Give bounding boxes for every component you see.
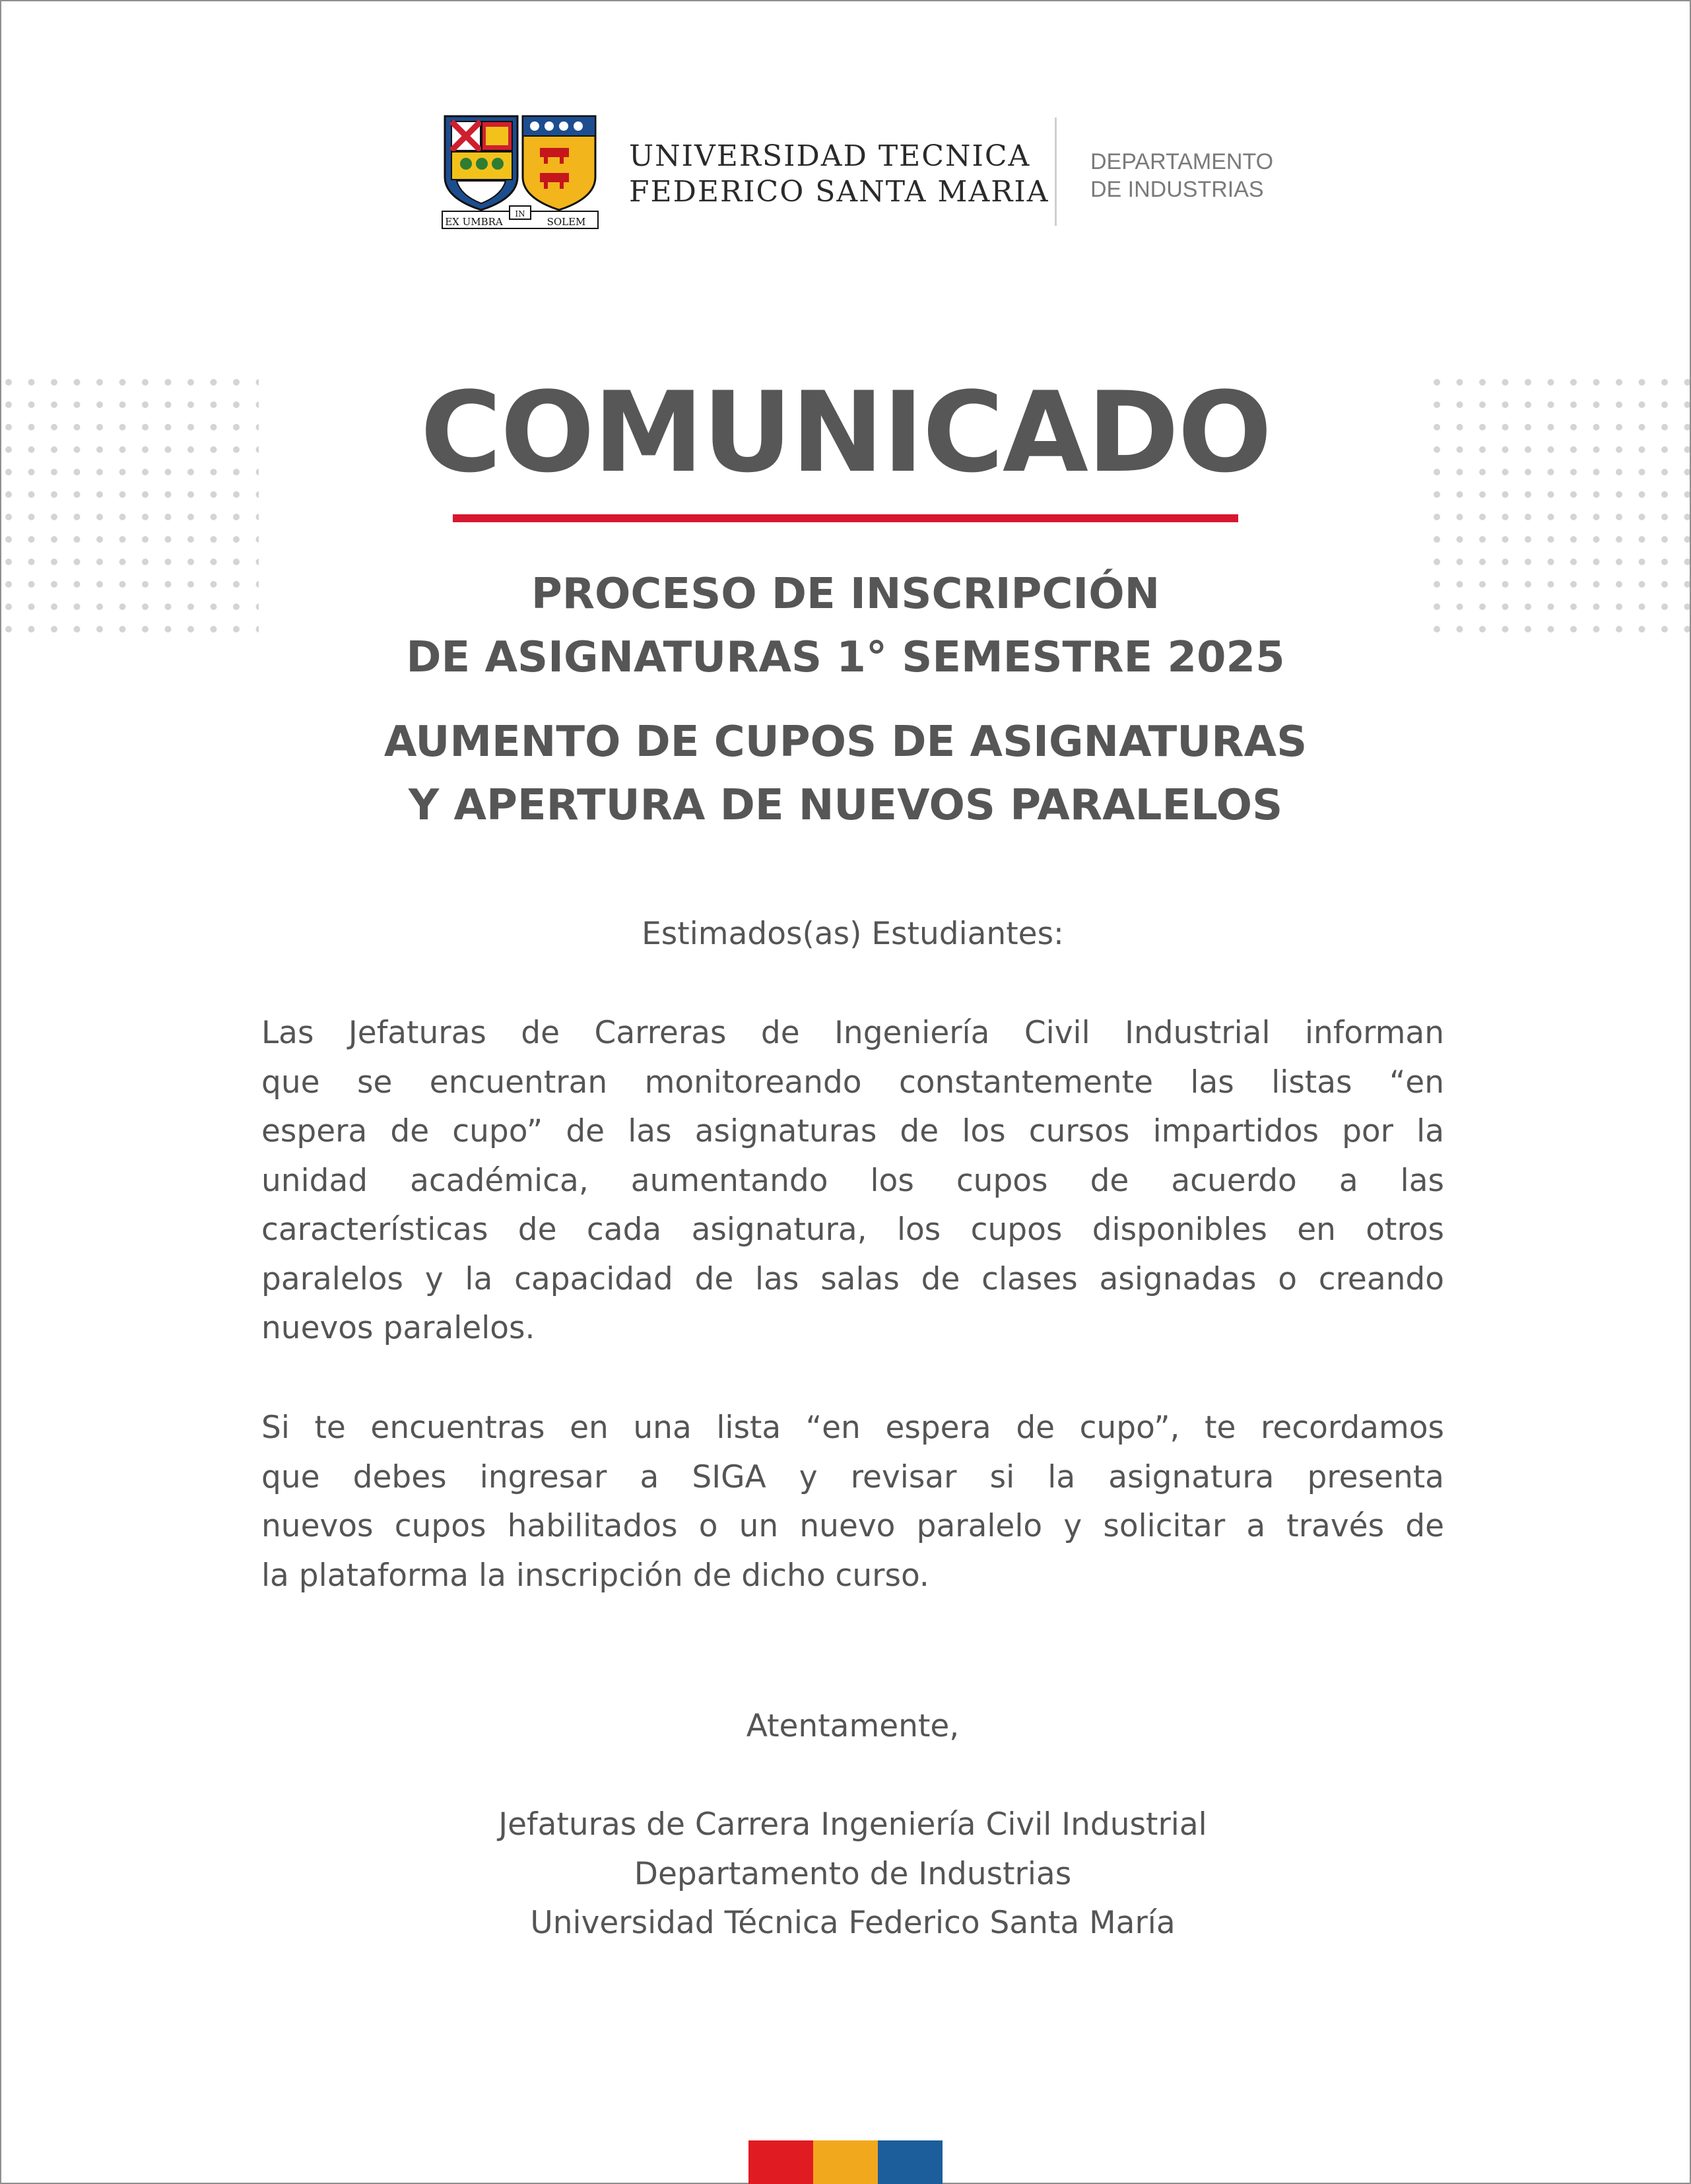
department-name-line-1: DEPARTAMENTO <box>1090 149 1274 174</box>
signature-line-1: Jefaturas de Carrera Ingeniería Civil Industrial <box>498 1806 1207 1843</box>
paragraph-1-line: Las Jefaturas de Carreras de Ingeniería Civil Industrial informan <box>261 1015 1444 1051</box>
subtitle-process-line-2: DE ASIGNATURAS 1° SEMESTRE 2025 <box>406 633 1285 682</box>
paragraph-2-line: que debes ingresar a SIGA y revisar si la asignatura presenta <box>261 1458 1444 1495</box>
subtitle-topic-line-1: AUMENTO DE CUPOS DE ASIGNATURAS <box>383 718 1308 767</box>
paragraph-2-line: la plataforma la inscripción de dicho curso. <box>261 1557 929 1594</box>
subtitle-process <box>0 563 1691 689</box>
department-name <box>1090 148 1302 203</box>
title-underline <box>453 514 1238 522</box>
svg-text:IN: IN <box>515 209 525 219</box>
university-name-line-1: UNIVERSIDAD TECNICA <box>629 139 1031 173</box>
university-name <box>629 139 1049 210</box>
paragraph-1-line: nuevos paralelos. <box>261 1310 535 1346</box>
footer-color-red <box>748 2140 813 2184</box>
subtitle-process-line-1: PROCESO DE INSCRIPCIÓN <box>531 570 1160 619</box>
footer-color-yellow <box>813 2140 878 2184</box>
paragraph-1-line: características de cada asignatura, los cupos disponibles en otros <box>261 1211 1444 1248</box>
closing: Atentamente, <box>746 1708 960 1744</box>
header-divider <box>1055 118 1057 226</box>
paragraph-1-line: que se encuentran monitoreando constantemente las listas “en <box>261 1064 1444 1101</box>
paragraph-1-line: paralelos y la capacidad de las salas de clases asignadas o creando <box>261 1260 1444 1297</box>
paragraph-2-line: nuevos cupos habilitados o un nuevo paralelo y solicitar a través de <box>261 1508 1444 1544</box>
signature-line-2: Departamento de Industrias <box>634 1855 1072 1892</box>
paragraph-2-line: Si te encuentras en una lista “en espera de cupo”, te recordamos <box>261 1410 1444 1446</box>
page-title: COMUNICADO <box>420 368 1271 497</box>
university-name-line-2: FEDERICO SANTA MARIA <box>629 175 1049 209</box>
paragraph-2 <box>261 1404 1444 1600</box>
svg-text:EX UMBRA: EX UMBRA <box>445 216 503 228</box>
subtitle-topic <box>0 710 1691 837</box>
footer-color-blue <box>878 2140 943 2184</box>
university-crest-logo <box>441 114 599 232</box>
signature-line-3: Universidad Técnica Federico Santa María <box>530 1905 1176 1941</box>
svg-text:SOLEM: SOLEM <box>547 216 586 228</box>
department-name-line-2: DE INDUSTRIAS <box>1090 177 1264 202</box>
paragraph-1 <box>261 1009 1444 1353</box>
greeting: Estimados(as) Estudiantes: <box>642 916 1064 952</box>
paragraph-1-line: espera de cupo” de las asignaturas de los cursos impartidos por la <box>261 1113 1444 1149</box>
signature-block <box>261 1800 1444 1948</box>
paragraph-1-line: unidad académica, aumentando los cupos de acuerdo a las <box>261 1162 1444 1199</box>
subtitle-topic-line-2: Y APERTURA DE NUEVOS PARALELOS <box>408 781 1283 830</box>
